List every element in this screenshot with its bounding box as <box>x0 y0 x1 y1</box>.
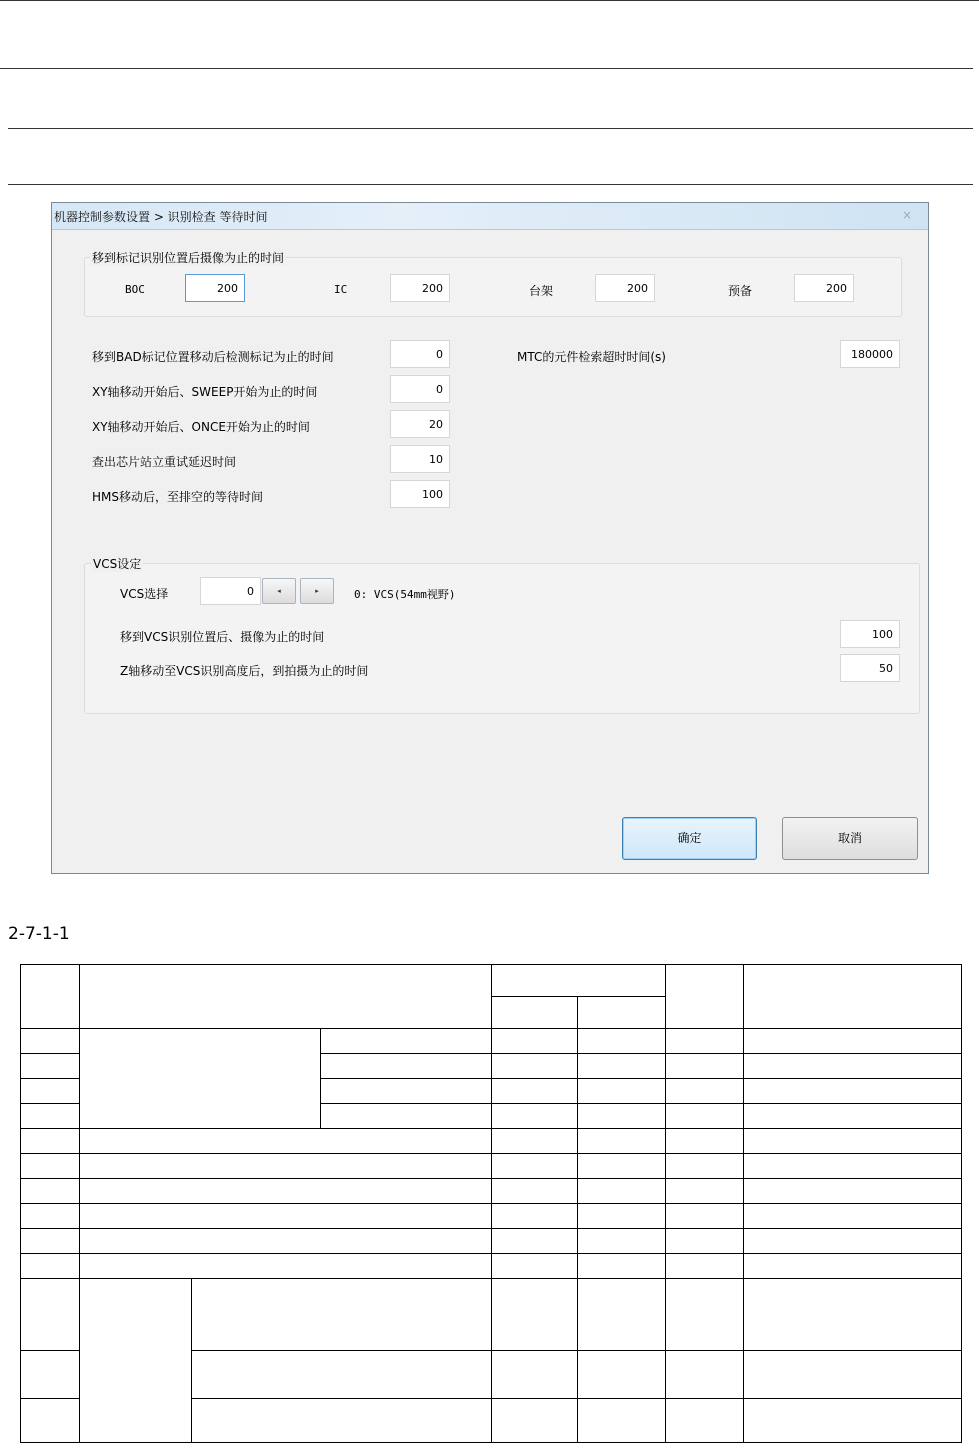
table-cell <box>21 1254 80 1279</box>
bad-mark-field[interactable]: 0 <box>390 340 450 368</box>
table-cell <box>578 1351 666 1399</box>
table-cell <box>578 1254 666 1279</box>
table-cell <box>666 1254 744 1279</box>
sweep-label: XY轴移动开始后、SWEEP开始为止的时间 <box>92 385 318 399</box>
vcs-select-field[interactable]: 0 <box>200 577 261 605</box>
table-cell <box>21 965 80 1029</box>
table-cell <box>492 1204 578 1229</box>
table-cell <box>578 1179 666 1204</box>
table-cell <box>744 1079 962 1104</box>
table-cell <box>666 1229 744 1254</box>
vcs-z-field[interactable]: 50 <box>840 654 900 682</box>
boc-field[interactable]: 200 <box>185 274 245 302</box>
table-cell <box>578 1399 666 1443</box>
dialog-client <box>58 230 922 867</box>
once-label: XY轴移动开始后、ONCE开始为止的时间 <box>92 420 310 434</box>
table-cell <box>21 1351 80 1399</box>
table-cell <box>80 1204 492 1229</box>
table-cell <box>578 1054 666 1079</box>
table-cell <box>21 1279 80 1351</box>
table-cell <box>321 1104 492 1129</box>
table-cell <box>80 1229 492 1254</box>
table-cell <box>21 1229 80 1254</box>
chip-retry-label: 查出芯片站立重试延迟时间 <box>92 455 237 469</box>
table-cell <box>492 1351 578 1399</box>
table-cell <box>666 1054 744 1079</box>
table-cell <box>744 1029 962 1054</box>
table-cell <box>578 1154 666 1179</box>
table-cell <box>578 997 666 1029</box>
table-cell <box>578 1279 666 1351</box>
table-cell <box>492 1129 578 1154</box>
table-cell <box>492 1054 578 1079</box>
stage-field[interactable]: 200 <box>595 274 655 302</box>
table-cell <box>492 965 666 997</box>
table-cell <box>492 997 578 1029</box>
reserve-field[interactable]: 200 <box>794 274 854 302</box>
table-cell <box>666 1351 744 1399</box>
mtc-label: MTC的元件检索超时时间(s) <box>517 350 666 364</box>
table-cell <box>666 1204 744 1229</box>
table-cell <box>492 1104 578 1129</box>
table-cell <box>21 1054 80 1079</box>
sweep-field[interactable]: 0 <box>390 375 450 403</box>
table-cell <box>192 1399 492 1443</box>
table-row <box>21 1279 962 1351</box>
table-cell <box>80 1179 492 1204</box>
title-bar[interactable] <box>52 203 928 230</box>
table-cell <box>744 1279 962 1351</box>
table-row <box>21 1154 962 1179</box>
table-cell <box>321 1079 492 1104</box>
table-cell <box>492 1179 578 1204</box>
boc-label: BOC <box>125 283 145 296</box>
table-cell <box>492 1029 578 1054</box>
cancel-button[interactable]: 取消 <box>782 817 918 860</box>
table-cell <box>666 1079 744 1104</box>
table-cell <box>666 965 744 1029</box>
table-row <box>21 1029 962 1054</box>
table-cell <box>666 1279 744 1351</box>
table-cell <box>578 1129 666 1154</box>
bad-mark-label: 移到BAD标记位置移动后检测标记为止的时间 <box>92 350 334 364</box>
table-cell <box>578 1029 666 1054</box>
reserve-label: 预备 <box>728 284 753 298</box>
table-cell <box>21 1399 80 1443</box>
vcs-select-description: 0: VCS(54mm视野) <box>354 588 456 601</box>
ic-label: IC <box>334 283 348 296</box>
once-field[interactable]: 20 <box>390 410 450 438</box>
table-cell <box>492 1254 578 1279</box>
close-icon[interactable]: × <box>901 208 913 222</box>
table-cell <box>80 1029 321 1129</box>
rule-2 <box>0 68 973 69</box>
table-cell <box>492 1399 578 1443</box>
table-cell <box>80 1279 192 1443</box>
table-cell <box>666 1154 744 1179</box>
table-cell <box>744 1399 962 1443</box>
table-cell <box>492 1279 578 1351</box>
table-cell <box>666 1129 744 1154</box>
table-cell <box>321 1029 492 1054</box>
table-cell <box>666 1179 744 1204</box>
table-cell <box>21 1104 80 1129</box>
table-cell <box>666 1399 744 1443</box>
spin-right-icon[interactable]: ▸ <box>300 578 334 604</box>
mtc-field[interactable]: 180000 <box>840 340 900 368</box>
table-cell <box>578 1079 666 1104</box>
table-row <box>21 1204 962 1229</box>
ic-field[interactable]: 200 <box>390 274 450 302</box>
vcs-move-field[interactable]: 100 <box>840 620 900 648</box>
table-cell <box>492 1079 578 1104</box>
table-cell <box>744 1129 962 1154</box>
table-cell <box>21 1179 80 1204</box>
table-cell <box>744 965 962 1029</box>
table-cell <box>744 1254 962 1279</box>
table-cell <box>578 1104 666 1129</box>
table-cell <box>666 1104 744 1129</box>
table-row <box>21 1254 962 1279</box>
vcs-move-label: 移到VCS识别位置后、摄像为止的时间 <box>120 630 325 644</box>
table-cell <box>192 1279 492 1351</box>
table-cell <box>21 1079 80 1104</box>
hms-field[interactable]: 100 <box>390 480 450 508</box>
table-cell <box>21 1204 80 1229</box>
table-row <box>21 1179 962 1204</box>
vcs-z-label: Z轴移动至VCS识别高度后，到拍摄为止的时间 <box>120 664 369 678</box>
parameter-table <box>20 964 962 1443</box>
hms-label: HMS移动后，至排空的等待时间 <box>92 490 263 504</box>
rule-top <box>0 0 979 1</box>
table-cell <box>21 1129 80 1154</box>
figure-caption: 2-7-1-1 <box>8 924 70 944</box>
table-cell <box>492 1154 578 1179</box>
table-cell <box>321 1054 492 1079</box>
table-cell <box>666 1029 744 1054</box>
mark-group-legend: 移到标记识别位置后摄像为止的时间 <box>92 251 285 265</box>
table-cell <box>21 1154 80 1179</box>
settings-dialog <box>51 202 929 874</box>
table-header-row <box>21 965 962 997</box>
table-cell <box>80 1254 492 1279</box>
rule-4 <box>8 184 973 185</box>
spin-left-icon[interactable]: ◂ <box>262 578 296 604</box>
vcs-select-label: VCS选择 <box>120 587 169 601</box>
table-cell <box>744 1204 962 1229</box>
table-cell <box>578 1229 666 1254</box>
table-row <box>21 1229 962 1254</box>
dialog-title: 机器控制参数设置 > 识别检查 等待时间 <box>54 210 268 224</box>
rule-3 <box>8 128 973 129</box>
table-row <box>21 1129 962 1154</box>
table-cell <box>744 1351 962 1399</box>
table-cell <box>80 1129 492 1154</box>
table-cell <box>80 965 492 1029</box>
table-cell <box>744 1054 962 1079</box>
table-cell <box>744 1104 962 1129</box>
table-cell <box>492 1229 578 1254</box>
table-cell <box>21 1029 80 1054</box>
table-cell <box>744 1154 962 1179</box>
stage-label: 台架 <box>529 284 554 298</box>
table-cell <box>80 1154 492 1179</box>
table-cell <box>744 1179 962 1204</box>
chip-retry-field[interactable]: 10 <box>390 445 450 473</box>
table-cell <box>578 1204 666 1229</box>
table-cell <box>192 1351 492 1399</box>
table-cell <box>744 1229 962 1254</box>
vcs-spinner <box>262 578 334 604</box>
ok-button[interactable]: 确定 <box>622 817 757 860</box>
vcs-group-legend: VCS设定 <box>93 557 142 571</box>
